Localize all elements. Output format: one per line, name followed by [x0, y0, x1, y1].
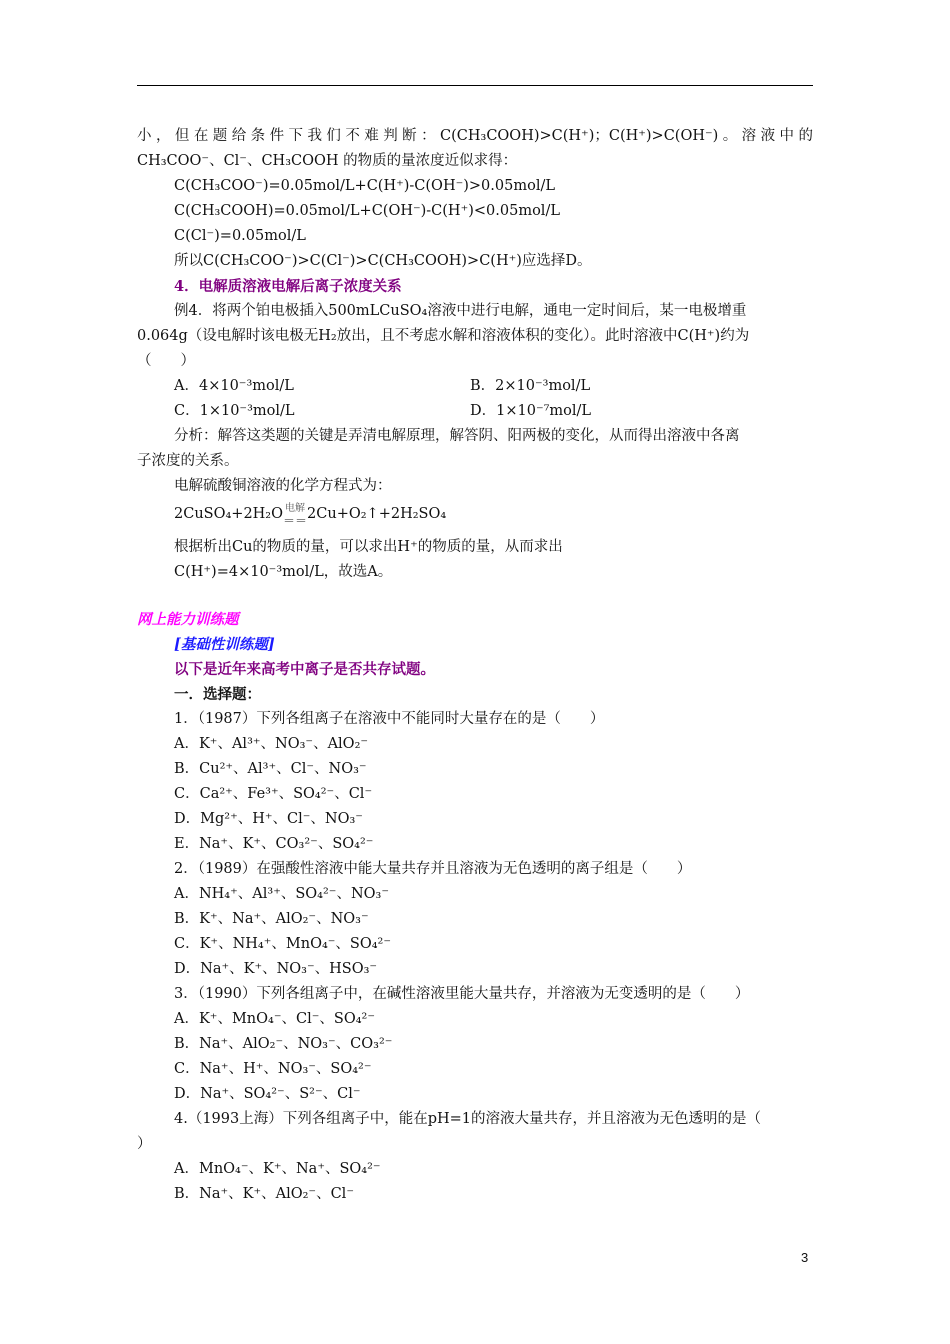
- question-stem: 2．（1989）在强酸性溶液中能大量共存并且溶液为无色透明的离子组是（ ）: [174, 861, 692, 877]
- analysis-line: 分析：解答这类题的关键是弄清电解原理，解答阴、阳两极的变化，从而得出溶液中各离: [174, 428, 740, 444]
- question-option: B．Na⁺、K⁺、AlO₂⁻、Cl⁻: [174, 1186, 354, 1202]
- question-option: B．Na⁺、AlO₂⁻、NO₃⁻、CO₃²⁻: [174, 1036, 393, 1052]
- question-option: D．Mg²⁺、H⁺、Cl⁻、NO₃⁻: [174, 811, 363, 827]
- conclusion-line: 根据析出Cu的物质的量，可以求出H⁺的物质的量，从而求出: [174, 539, 563, 555]
- equation-condition: 电解: [285, 503, 306, 514]
- page-number: 3: [801, 1250, 809, 1265]
- training-subtitle: [基础性训练题]: [174, 636, 275, 653]
- equation-sign: ＝＝: [283, 514, 308, 528]
- question-option: C．Na⁺、H⁺、NO₃⁻、SO₄²⁻: [174, 1061, 372, 1077]
- question-stem: 4.（1993上海）下列各组离子中，能在pH=1的溶液大量共存，并且溶液为无色透明的是（: [174, 1111, 762, 1127]
- option-d: D．1×10⁻⁷mol/L: [470, 403, 592, 419]
- equation-left: 2CuSO₄+2H₂O: [174, 506, 284, 522]
- question-option: D．Na⁺、K⁺、NO₃⁻、HSO₃⁻: [174, 961, 378, 977]
- question-option: D．Na⁺、SO₄²⁻、S²⁻、Cl⁻: [174, 1086, 361, 1102]
- question-stem: ）: [137, 1136, 152, 1152]
- option-row: [137, 374, 813, 399]
- question-option: B．Cu²⁺、Al³⁺、Cl⁻、NO₃⁻: [174, 761, 367, 777]
- question-stem: 1．（1987）下列各组离子在溶液中不能同时大量存在的是（ ）: [174, 711, 605, 727]
- document-body: [137, 124, 813, 1207]
- option-b: B．2×10⁻³mol/L: [470, 378, 591, 394]
- question-option: C．K⁺、NH₄⁺、MnO₄⁻、SO₄²⁻: [174, 936, 392, 952]
- question-option: E．Na⁺、K⁺、CO₃²⁻、SO₄²⁻: [174, 836, 374, 852]
- question-option: A．K⁺、MnO₄⁻、Cl⁻、SO₄²⁻: [174, 1011, 375, 1027]
- question-option: A．K⁺、Al³⁺、NO₃⁻、AlO₂⁻: [174, 736, 369, 752]
- training-intro: 以下是近年来高考中离子是否共存试题。: [174, 661, 435, 678]
- option-a: A．4×10⁻³mol/L: [174, 378, 294, 394]
- text-line: CH₃COO⁻、Cl⁻、CH₃COOH 的物质的量浓度近似求得：: [137, 153, 518, 169]
- conclusion-line: C(H⁺)=4×10⁻³mol/L，故选A。: [174, 564, 393, 580]
- question-section-heading: 一．选择题：: [174, 686, 261, 703]
- text-line: 所以C(CH₃COO⁻)>C(Cl⁻)>C(CH₃COOH)>C(H⁺)应选择D。: [174, 253, 592, 269]
- analysis-line: 子浓度的关系。: [137, 453, 239, 469]
- question-option: B．K⁺、Na⁺、AlO₂⁻、NO₃⁻: [174, 911, 369, 927]
- option-c: C．1×10⁻³mol/L: [174, 403, 295, 419]
- formula-line: C(Cl⁻)=0.05mol/L: [174, 228, 306, 244]
- example-line: 例4．将两个铂电极插入500mLCuSO₄溶液中进行电解，通电一定时间后，某一电极增重: [174, 303, 747, 319]
- formula-line: C(CH₃COOH)=0.05mol/L+C(OH⁻)-C(H⁺)<0.05mol/L: [174, 203, 560, 219]
- text-line: 小，但在题给条件下我们不难判断：C(CH₃COOH)>C(H⁺)；C(H⁺)>C(OH⁻)。溶液中的: [137, 128, 813, 144]
- chemical-equation: [137, 499, 813, 535]
- example-line: 0.064g（设电解时该电极无H₂放出，且不考虑水解和溶液体积的变化）。此时溶液中C(H⁺)约为: [137, 328, 750, 344]
- header-rule: [137, 85, 813, 86]
- question-option: C．Ca²⁺、Fe³⁺、SO₄²⁻、Cl⁻: [174, 786, 373, 802]
- section-heading: 4．电解质溶液电解后离子浓度关系: [174, 278, 402, 295]
- equation-right: 2Cu+O₂↑+2H₂SO₄: [307, 506, 447, 522]
- question-stem: 3．（1990）下列各组离子中，在碱性溶液里能大量共存，并溶液为无变透明的是（ ）: [174, 986, 750, 1002]
- analysis-line: 电解硫酸铜溶液的化学方程式为：: [174, 478, 392, 494]
- question-option: A．NH₄⁺、Al³⁺、SO₄²⁻、NO₃⁻: [174, 886, 389, 902]
- equation-arrow: [283, 499, 307, 528]
- formula-line: C(CH₃COO⁻)=0.05mol/L+C(H⁺)-C(OH⁻)>0.05mol/L: [174, 178, 555, 194]
- question-option: A．MnO₄⁻、K⁺、Na⁺、SO₄²⁻: [174, 1161, 381, 1177]
- example-line: （ ）: [137, 353, 195, 369]
- option-row: [137, 399, 813, 424]
- training-title: 网上能力训练题: [137, 611, 239, 628]
